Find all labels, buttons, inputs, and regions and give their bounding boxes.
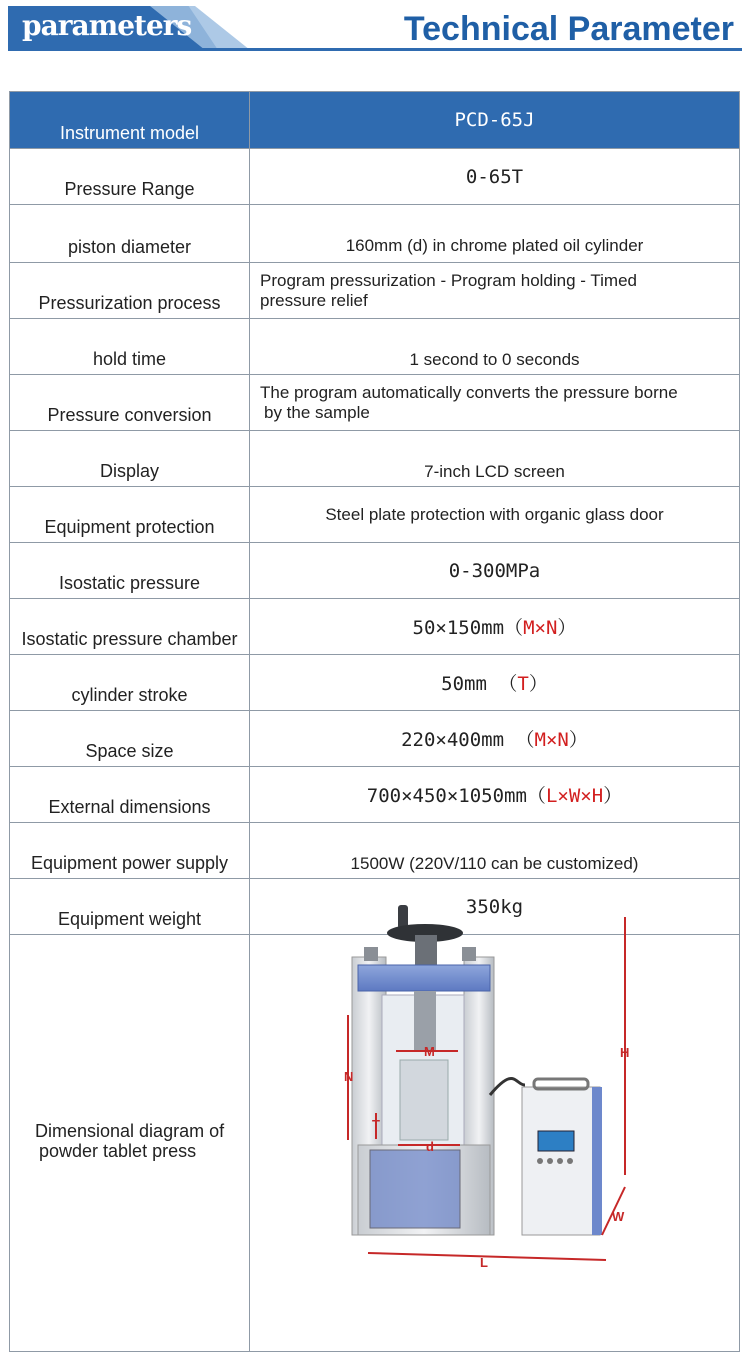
row-value <box>250 767 740 823</box>
dim-times: × <box>545 729 558 751</box>
top-crosshead <box>358 965 490 991</box>
dim-letter-l: L <box>545 785 558 807</box>
row-label: Pressure conversion <box>10 375 250 431</box>
row-label: Display <box>10 431 250 487</box>
table-row <box>10 263 740 319</box>
row-value-line: The program automatically converts the pressure borne <box>260 382 678 402</box>
column-cap <box>364 947 378 961</box>
row-label: Pressure Range <box>10 149 250 205</box>
row-label: Isostatic pressure chamber <box>10 599 250 655</box>
dim-h-label: H <box>620 1045 630 1060</box>
row-value <box>250 711 740 767</box>
row-value <box>250 375 740 431</box>
row-value-line: by the sample <box>264 402 370 422</box>
row-label: hold time <box>10 319 250 375</box>
lcd-screen <box>538 1131 574 1151</box>
table-row <box>10 767 740 823</box>
dim-letter-n: N <box>557 729 569 751</box>
piston <box>414 991 436 1051</box>
value-close: ） <box>603 785 623 807</box>
row-label: Equipment power supply <box>10 823 250 879</box>
column-cap <box>462 947 476 961</box>
row-value-line: pressure relief <box>260 290 368 310</box>
table-row <box>10 149 740 205</box>
table-row <box>10 599 740 655</box>
dim-letter-w: W <box>568 785 581 807</box>
row-value: 0-65T <box>250 149 740 205</box>
page-header <box>0 0 750 56</box>
row-value: Steel plate protection with organic glass door <box>250 487 740 543</box>
dim-d-label: d <box>426 1139 434 1154</box>
row-value: 7-inch LCD screen <box>250 431 740 487</box>
dim-letter-m: M <box>534 729 546 751</box>
control-box-side <box>592 1087 602 1235</box>
table-row <box>10 205 740 263</box>
dim-times: × <box>557 785 569 807</box>
row-value: 1500W (220V/110 can be customized) <box>250 823 740 879</box>
header-label: Instrument model <box>10 92 250 149</box>
table-row <box>10 431 740 487</box>
row-label: piston diameter <box>10 205 250 263</box>
row-label: cylinder stroke <box>10 655 250 711</box>
control-handle <box>534 1079 588 1089</box>
dim-letter-n: N <box>545 617 558 639</box>
diagram-label <box>10 935 250 1352</box>
value-close: ） <box>528 673 548 695</box>
row-label: Isostatic pressure <box>10 543 250 599</box>
row-label: External dimensions <box>10 767 250 823</box>
dim-letter-h: H <box>591 785 604 807</box>
value-text: 50mm （ <box>441 673 518 695</box>
dim-n-label: N <box>344 1069 354 1084</box>
dim-m-label: M <box>424 1044 435 1059</box>
table-row <box>10 711 740 767</box>
row-value-line: Program pressurization - Program holding - Timed <box>260 270 637 290</box>
header-divider <box>8 48 742 51</box>
dim-t-label: T <box>372 1117 380 1132</box>
dim-times: × <box>580 785 592 807</box>
value-close: ） <box>568 729 588 751</box>
table-row <box>10 319 740 375</box>
row-label: Equipment weight <box>10 879 250 935</box>
dim-times: × <box>534 617 546 639</box>
row-value <box>250 263 740 319</box>
row-value <box>250 655 740 711</box>
control-button <box>537 1158 543 1164</box>
control-button <box>547 1158 553 1164</box>
table-header-row <box>10 92 740 149</box>
table-row <box>10 823 740 879</box>
dim-l-label: L <box>480 1255 488 1270</box>
row-value <box>250 599 740 655</box>
control-button <box>557 1158 563 1164</box>
tablet-press-diagram <box>330 895 650 1275</box>
row-label: Equipment protection <box>10 487 250 543</box>
glass-door <box>370 1150 460 1228</box>
value-close: ） <box>557 617 577 639</box>
row-label: Space size <box>10 711 250 767</box>
mold <box>400 1060 448 1140</box>
diagram-label-line: Dimensional diagram of <box>35 1121 225 1141</box>
row-value: 1 second to 0 seconds <box>250 319 740 375</box>
control-button <box>567 1158 573 1164</box>
table-row <box>10 375 740 431</box>
header-left-title: parameters <box>22 9 192 42</box>
value-text: 50×150mm（ <box>412 617 524 639</box>
row-label: Pressurization process <box>10 263 250 319</box>
value-text: 220×400mm （ <box>401 729 535 751</box>
diagram-label-line: powder tablet press <box>39 1141 197 1161</box>
row-value: 0-300MPa <box>250 543 740 599</box>
dim-letter-m: M <box>523 617 535 639</box>
dim-w-label: W <box>612 1209 625 1224</box>
row-value: 350kg <box>250 879 740 935</box>
hydraulic-hose <box>490 1078 525 1095</box>
table-row <box>10 655 740 711</box>
table-row <box>10 543 740 599</box>
table-row <box>10 487 740 543</box>
value-text: 700×450×1050mm（ <box>366 785 546 807</box>
header-value: PCD-65J <box>250 92 740 149</box>
header-right-title: Technical Parameter <box>403 10 734 48</box>
row-value: 160mm (d) in chrome plated oil cylinder <box>250 205 740 263</box>
dim-letter-t: T <box>517 673 529 695</box>
